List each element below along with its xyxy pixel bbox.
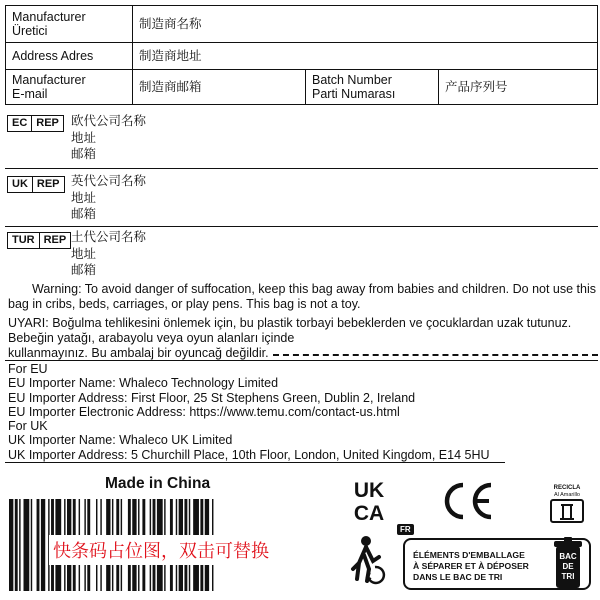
address-label: Address Adres <box>6 43 133 69</box>
email-value: 制造商邮箱 <box>133 70 306 104</box>
triman-icon <box>345 535 387 585</box>
warning-english: Warning: To avoid danger of suffocation, keep this bag away from babies and children. Do not use this bag in cribs, beds, carriages, or play pens. This bag is not a toy. <box>8 282 596 311</box>
eu-heading: For EU <box>8 362 48 376</box>
svg-text:CA: CA <box>353 502 385 523</box>
manufacturer-label: Manufacturer Üretici <box>6 6 133 42</box>
uk-importer-address: UK Importer Address: 5 Churchill Place, 10th Floor, London, United Kingdom, E14 5HU <box>8 447 490 462</box>
batch-label: Batch Number Parti Numarası <box>306 70 439 104</box>
svg-text:DE: DE <box>562 562 574 571</box>
table-row <box>6 70 597 104</box>
barcode-bar <box>9 499 13 591</box>
uk-importer-name: UK Importer Name: Whaleco UK Limited <box>8 433 233 448</box>
barcode-placeholder-note[interactable]: 快条码占位图，双击可替换 <box>49 535 273 565</box>
address-value: 制造商地址 <box>139 49 202 63</box>
svg-text:UK: UK <box>353 479 385 502</box>
table-row <box>6 43 597 70</box>
table-row <box>6 6 597 43</box>
barcode-bar <box>31 499 32 591</box>
svg-text:Al Amarillo: Al Amarillo <box>554 492 580 498</box>
made-in-label: Made in China <box>105 475 211 492</box>
barcode-bar <box>19 499 20 591</box>
uk-heading: For UK <box>8 419 48 434</box>
warning-turkish: UYARI: Boğulma tehlikesini önlemek için, bu plastik torbayi bebeklerden ve çocuklardan uzak tutunuz. Bebeğin yatağı, arabayolu veya oyun alanları içinde kullanmayınız. Bu ambalaj bir oyuncağ değildir. <box>8 316 572 360</box>
divider <box>5 462 505 463</box>
fr-tag: FR <box>397 524 414 535</box>
barcode-bar <box>15 499 18 591</box>
fr-sorting-box <box>403 538 591 590</box>
ce-mark-icon <box>439 481 497 521</box>
barcode-bar <box>37 499 40 591</box>
eu-importer-electronic-address: EU Importer Electronic Address: https://www.temu.com/contact-us.html <box>8 404 400 419</box>
rep-address: 地址 <box>71 190 97 205</box>
rep-name: 欧代公司名称 <box>71 114 147 128</box>
rep-address: 地址 <box>71 130 97 145</box>
barcode-bar <box>24 499 30 591</box>
manufacturer-value: 制造商名称 <box>139 17 202 31</box>
eu-importer-name: EU Importer Name: Whaleco Technology Limited <box>8 376 279 391</box>
tur-rep-symbol: TUR REP <box>7 232 71 249</box>
email-label: Manufacturer E-mail <box>6 70 133 104</box>
batch-value: 产品序列号 <box>445 80 508 94</box>
rep-name: 土代公司名称 <box>71 230 147 244</box>
importer-info <box>8 362 490 462</box>
tur-rep-details <box>71 229 146 279</box>
manufacturer-table <box>5 5 598 105</box>
recicla-icon <box>543 482 591 524</box>
fr-sorting-text: ÉLÉMENTS D'EMBALLAGE À SÉPARER ET À DÉPOSER DANS LE BAC DE TRI <box>413 550 529 582</box>
divider <box>5 360 598 361</box>
fr-sorting-info <box>397 524 592 595</box>
rep-address: 地址 <box>71 246 97 261</box>
divider <box>5 168 598 169</box>
svg-text:BAC: BAC <box>559 552 577 561</box>
uk-rep-details <box>71 173 146 223</box>
product-label <box>5 5 595 595</box>
rep-email: 邮箱 <box>71 263 97 277</box>
ec-rep-details <box>71 113 146 163</box>
divider <box>5 226 598 227</box>
ukca-mark-icon <box>345 477 393 523</box>
svg-text:TRI: TRI <box>561 572 575 581</box>
svg-text:RECICLA: RECICLA <box>553 485 581 491</box>
rep-email: 邮箱 <box>71 207 97 221</box>
uk-rep-symbol: UK REP <box>7 176 65 193</box>
eu-importer-address: EU Importer Address: First Floor, 25 St Stephens Green, Dublin 2, Ireland <box>8 390 416 405</box>
rep-name: 英代公司名称 <box>71 174 147 188</box>
barcode-bar <box>41 499 45 591</box>
svg-text:CE: CE <box>439 481 441 482</box>
rep-email: 邮箱 <box>71 147 97 161</box>
dashed-divider <box>273 354 598 356</box>
ec-rep-symbol: EC REP <box>7 115 64 132</box>
recycling-bin-icon <box>553 536 583 590</box>
